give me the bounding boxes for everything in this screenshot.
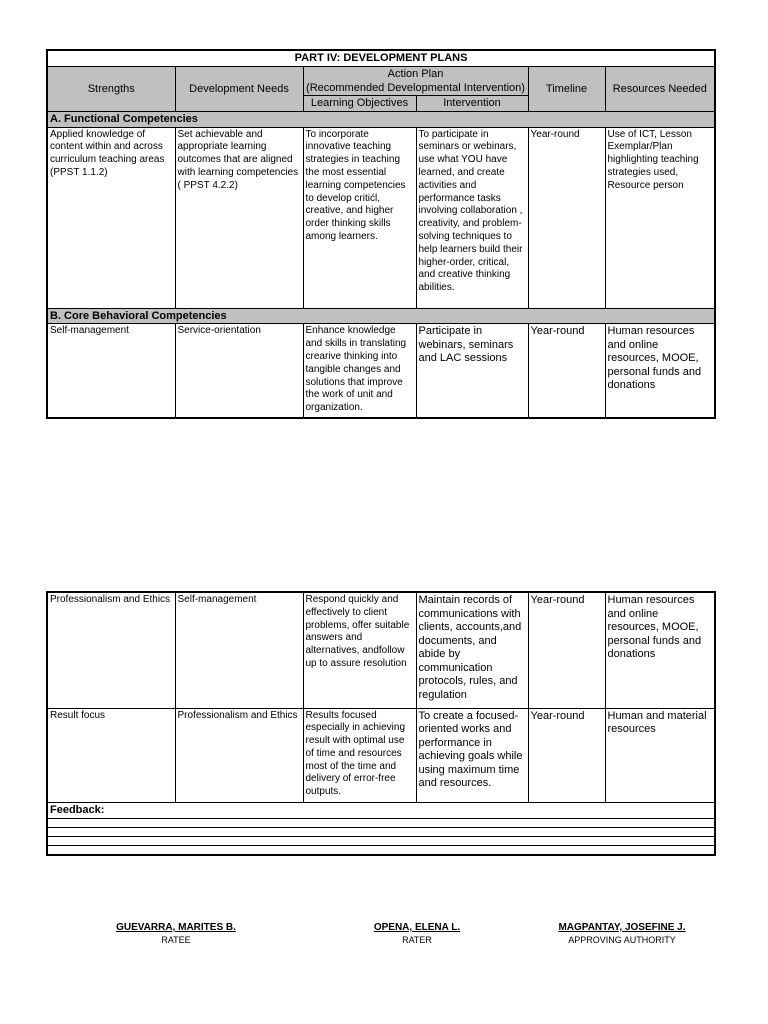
cell-development-need: Set achievable and appropriate learning outcomes that are aligned with learning competencies ( PPST 4.2.2) (175, 127, 303, 308)
rater-name: OPENA, ELENA L. (373, 922, 461, 933)
cell-learning-objective: Enhance knowledge and skills in translating crearive thinking into tangible changes and solutions that improve the work of unit and organization. (303, 324, 416, 418)
cell-strength: Applied knowledge of content within and across curriculum teaching areas (PPST 1.1.2) (47, 127, 175, 308)
cell-intervention: Maintain records of communications with clients, accounts,and documents, and abide by communication protocols, rules, and regulation (416, 592, 528, 708)
header-strengths: Strengths (47, 67, 175, 112)
cell-resources: Human resources and online resources, MOOE, personal funds and donations (605, 592, 715, 708)
table-row (47, 127, 715, 308)
feedback-line[interactable] (47, 818, 715, 827)
section-core-behavioral-competencies: B. Core Behavioral Competencies (47, 308, 715, 324)
header-intervention: Intervention (416, 96, 528, 112)
cell-timeline: Year-round (528, 127, 605, 308)
ratee-name: GUEVARRA, MARITES B. (116, 922, 236, 933)
cell-development-need: Professionalism and Ethics (175, 708, 303, 802)
cell-learning-objective: To incorporate innovative teaching strategies in teaching the most essential learning competencies to develop critićl, creative, and higher order thinking skills among learners. (303, 127, 416, 308)
feedback-line[interactable] (47, 836, 715, 845)
feedback-line[interactable] (47, 845, 715, 855)
approver-name: MAGPANTAY, JOSEFINE J. (558, 922, 686, 933)
signature-ratee (96, 922, 256, 945)
cell-learning-objective: Respond quickly and effectively to client problems, offer suitable answers and alternatives, andfollow up to assure resolution (303, 592, 416, 708)
development-plan-table-continued (46, 591, 716, 856)
approver-role: APPROVING AUTHORITY (568, 935, 676, 945)
cell-strength: Self-management (47, 324, 175, 418)
feedback-line[interactable] (47, 827, 715, 836)
cell-development-need: Self-management (175, 592, 303, 708)
cell-timeline: Year-round (528, 592, 605, 708)
development-plan-table (46, 49, 716, 419)
cell-resources: Use of ICT, Lesson Exemplar/Plan highlighting teaching strategies used, Resource person (605, 127, 715, 308)
header-learning-objectives: Learning Objectives (303, 96, 416, 112)
header-development-needs: Development Needs (175, 67, 303, 112)
cell-intervention: To participate in seminars or webinars, use what YOU have learned, and create activities and performance tasks involving collaboration , creativity, and problem-solving techniques to help learners build their higher-order, critical, and creative thinking abilities. (416, 127, 528, 308)
header-action-plan-line2: (Recommended Developmental Intervention) (306, 82, 525, 94)
cell-intervention: Participate in webinars, seminars and LAC sessions (416, 324, 528, 418)
table-row (47, 324, 715, 418)
header-resources-needed: Resources Needed (605, 67, 715, 112)
cell-development-need: Service-orientation (175, 324, 303, 418)
cell-strength: Result focus (47, 708, 175, 802)
cell-learning-objective: Results focused especially in achieving result with optimal use of time and resources most of the time and delivery of error-free outputs. (303, 708, 416, 802)
section-functional-competencies: A. Functional Competencies (47, 111, 715, 127)
cell-resources: Human resources and online resources, MOOE, personal funds and donations (605, 324, 715, 418)
cell-strength: Professionalism and Ethics (47, 592, 175, 708)
table-row (47, 708, 715, 802)
signature-approving-authority (542, 922, 702, 945)
feedback-label: Feedback: (47, 802, 715, 818)
header-action-plan-line1: Action Plan (387, 68, 444, 80)
signature-rater (337, 922, 497, 945)
cell-timeline: Year-round (528, 324, 605, 418)
table-row (47, 592, 715, 708)
page-title: PART IV: DEVELOPMENT PLANS (47, 50, 715, 67)
cell-intervention: To create a focused-oriented works and performance in achieving goals while using maximum time and resources. (416, 708, 528, 802)
cell-resources: Human and material resources (605, 708, 715, 802)
ratee-role: RATEE (161, 935, 191, 945)
header-action-plan (303, 67, 528, 96)
cell-timeline: Year-round (528, 708, 605, 802)
header-timeline: Timeline (528, 67, 605, 112)
rater-role: RATER (402, 935, 432, 945)
